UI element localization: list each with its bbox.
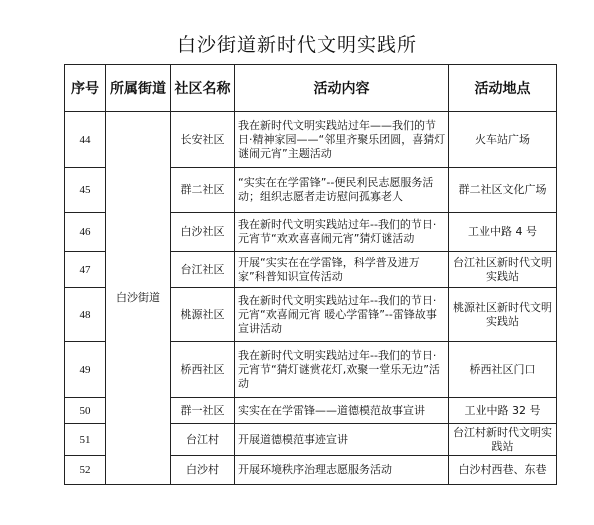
activity-content: 实实在在学雷锋——道德模范故事宣讲 <box>235 398 449 424</box>
community-name: 长安社区 <box>171 112 235 168</box>
table-row <box>65 112 557 168</box>
activity-content: 我在新时代文明实践站过年——我们的节日·精神家园——“邻里齐聚乐团圆，喜猜灯谜闹元宵”主题活动 <box>235 112 449 168</box>
activity-content: 我在新时代文明实践站过年--我们的节日·元宵“欢喜闹元宵 暖心学雷锋”--雷锋故事宣讲活动 <box>235 288 449 342</box>
page-title: 白沙街道新时代文明实践所 <box>176 34 417 56</box>
activity-place: 台江村新时代文明实践站 <box>449 424 557 456</box>
community-name: 白沙村 <box>171 456 235 485</box>
activity-content: 开展道德模范事迹宣讲 <box>235 424 449 456</box>
community-name: 群二社区 <box>171 168 235 213</box>
community-name: 桃源社区 <box>171 288 235 342</box>
activity-place: 桃源社区新时代文明实践站 <box>449 288 557 342</box>
activity-place: 台江社区新时代文明实践站 <box>449 252 557 288</box>
row-number: 47 <box>65 252 106 288</box>
header-place: 活动地点 <box>449 65 557 112</box>
row-number: 46 <box>65 213 106 252</box>
header-no: 序号 <box>65 65 106 112</box>
header-street: 所属街道 <box>106 65 171 112</box>
activity-content: 开展“实实在在学雷锋，科学普及进万家”科普知识宣传活动 <box>235 252 449 288</box>
row-number: 49 <box>65 342 106 398</box>
activity-place: 工业中路 4 号 <box>449 213 557 252</box>
header-content: 活动内容 <box>235 65 449 112</box>
activity-table <box>64 64 557 485</box>
activity-place: 工业中路 32 号 <box>449 398 557 424</box>
street-name: 白沙街道 <box>106 112 171 485</box>
activity-content: 开展环境秩序治理志愿服务活动 <box>235 456 449 485</box>
activity-content: “实实在在学雷锋”--便民利民志愿服务活动；组织志愿者走访慰问孤寡老人 <box>235 168 449 213</box>
row-number: 44 <box>65 112 106 168</box>
table-header-row <box>65 65 557 112</box>
community-name: 台江村 <box>171 424 235 456</box>
row-number: 48 <box>65 288 106 342</box>
header-community: 社区名称 <box>171 65 235 112</box>
community-name: 桥西社区 <box>171 342 235 398</box>
activity-content: 我在新时代文明实践站过年--我们的节日·元宵节“猜灯谜赏花灯,欢聚一堂乐无边”活动 <box>235 342 449 398</box>
community-name: 台江社区 <box>171 252 235 288</box>
community-name: 群一社区 <box>171 398 235 424</box>
activity-place: 桥西社区门口 <box>449 342 557 398</box>
row-number: 50 <box>65 398 106 424</box>
community-name: 白沙社区 <box>171 213 235 252</box>
activity-place: 火车站广场 <box>449 112 557 168</box>
activity-place: 群二社区文化广场 <box>449 168 557 213</box>
row-number: 52 <box>65 456 106 485</box>
row-number: 51 <box>65 424 106 456</box>
row-number: 45 <box>65 168 106 213</box>
activity-content: 我在新时代文明实践站过年--我们的节日·元宵节“欢欢喜喜闹元宵”猜灯谜活动 <box>235 213 449 252</box>
activity-place: 白沙村西巷、东巷 <box>449 456 557 485</box>
